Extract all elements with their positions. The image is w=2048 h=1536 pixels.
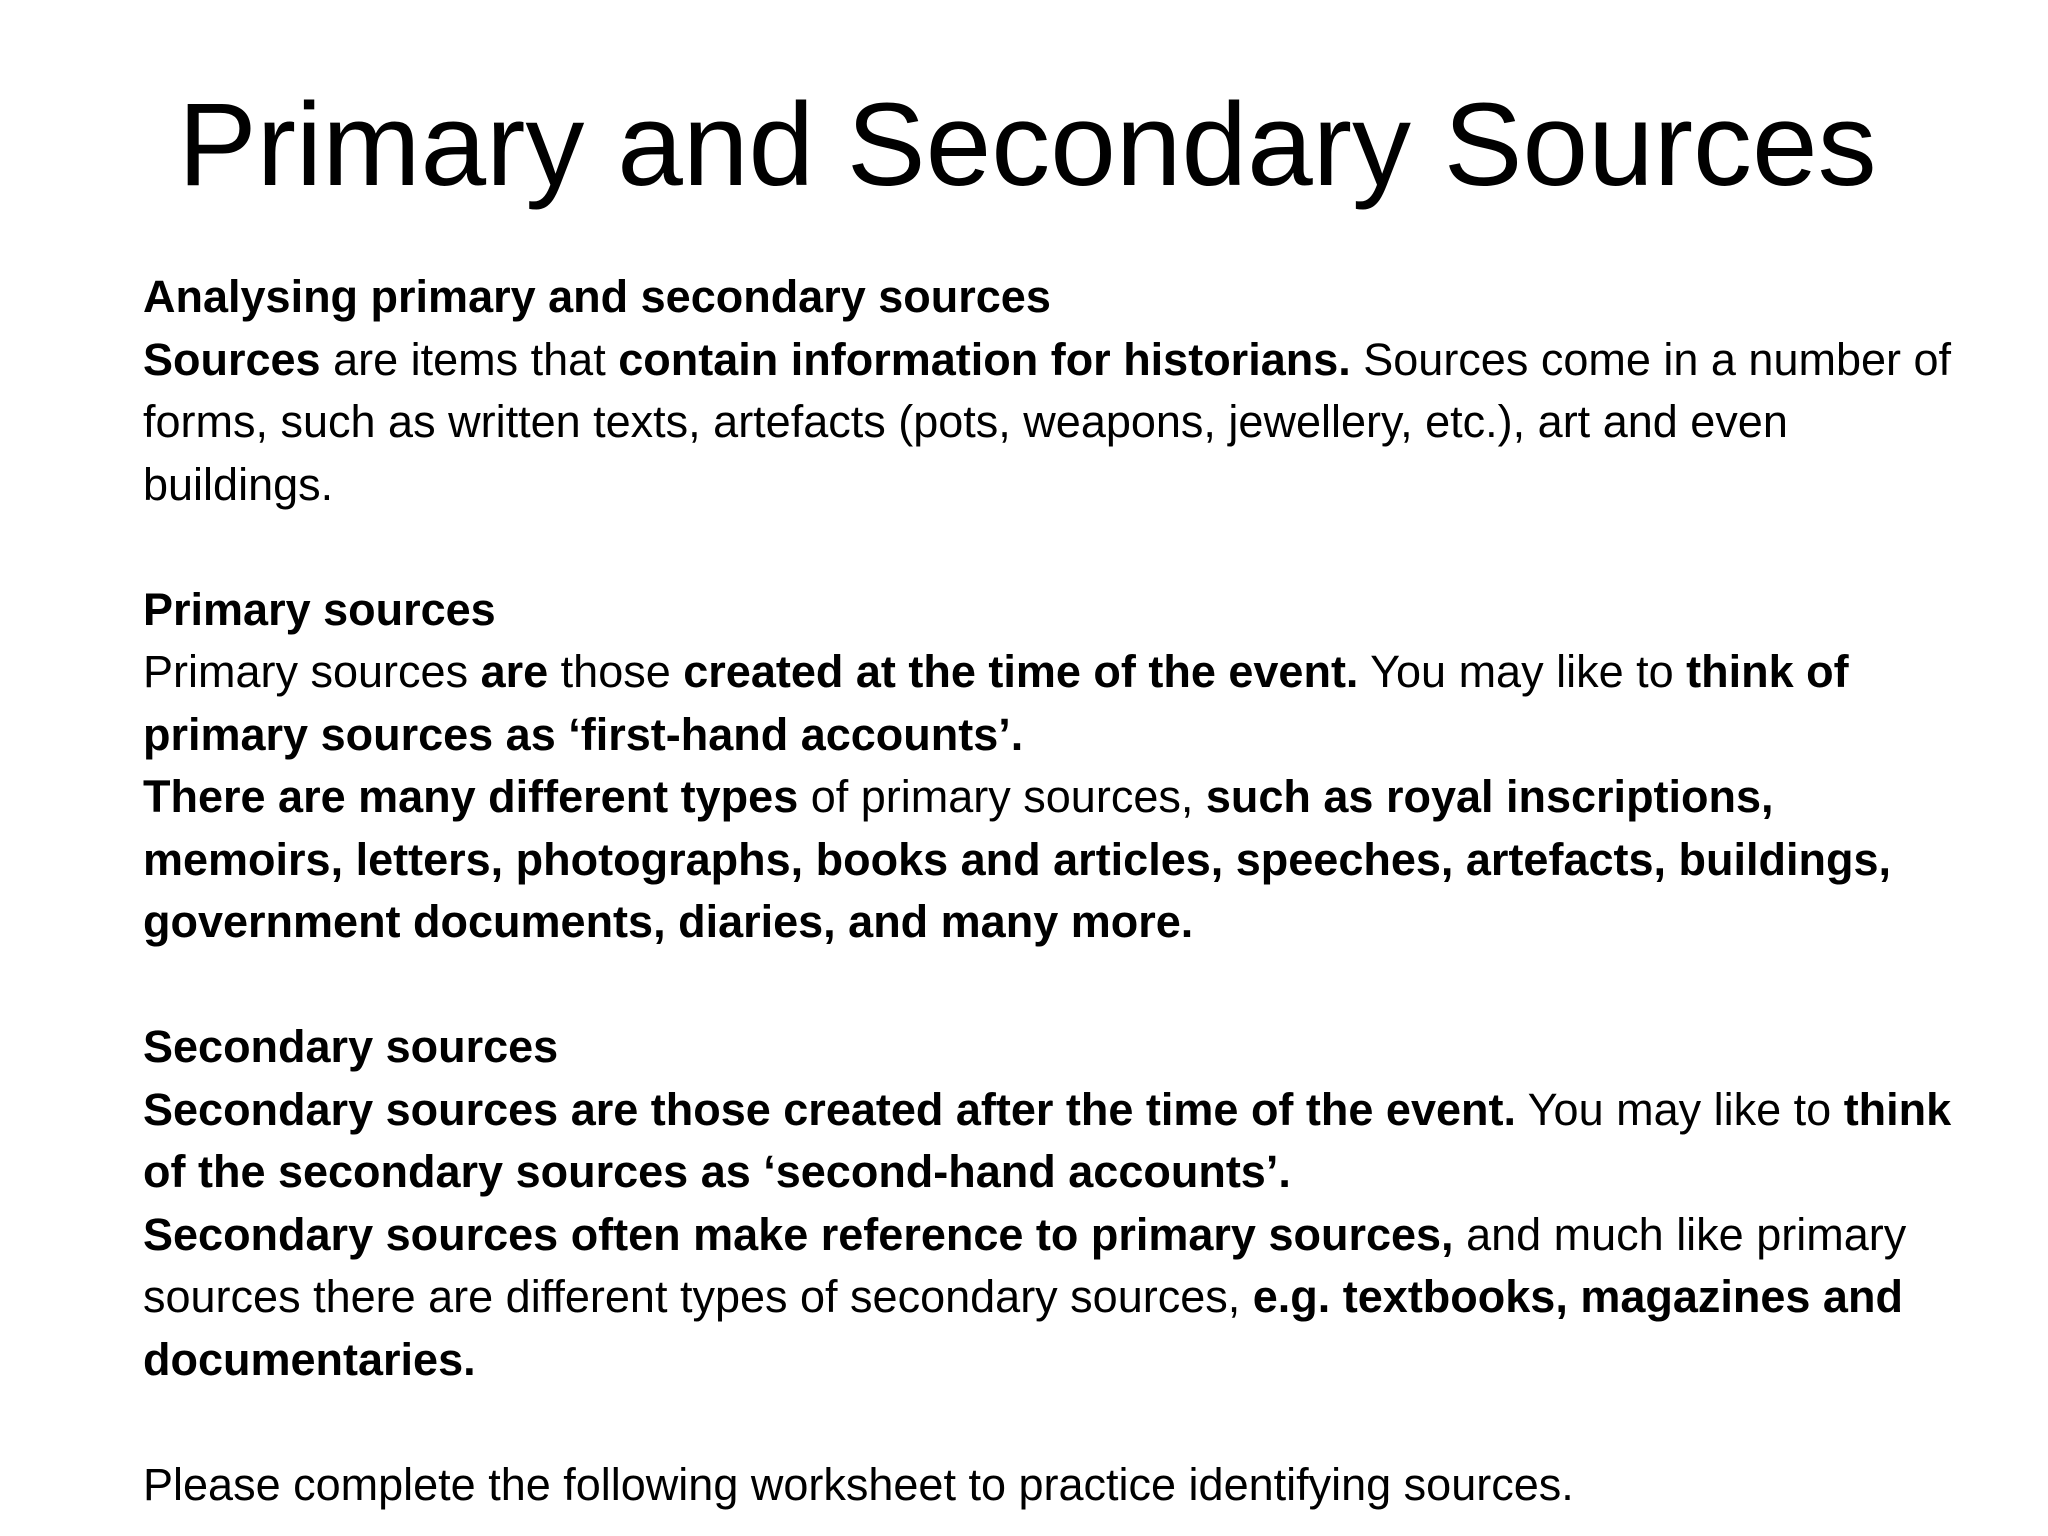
secondary-types-paragraph (143, 1204, 1973, 1392)
secondary-sources-heading: Secondary sources (143, 1021, 559, 1072)
secondary-types-bold: e.g. textbooks, magazines and documentaries. (143, 1271, 1903, 1385)
intro-text: are items that (320, 333, 619, 385)
primary-types-bold: There are many different types (143, 771, 799, 822)
primary-types-text: of primary sources, (798, 771, 1206, 822)
intro-text-bold: contain information for historians. (618, 333, 1351, 385)
secondary-sources-paragraph (143, 1079, 1973, 1204)
closing-instruction: Please complete the following worksheet to practice identifying sources. (143, 1458, 1574, 1510)
primary-text-bold: are (480, 646, 549, 697)
intro-text-bold: Sources (143, 333, 321, 385)
primary-sources-heading: Primary sources (143, 583, 496, 635)
spacer (143, 954, 1973, 1017)
secondary-text-bold: Secondary sources are those created after the time of the event. (143, 1083, 1516, 1135)
primary-text-bold: think of primary sources as ‘first-hand accounts’. (143, 646, 1849, 760)
spacer (143, 1391, 1973, 1454)
secondary-types-bold: Secondary sources often make reference to primary sources, (143, 1208, 1454, 1260)
primary-text: You may like to (1358, 646, 1687, 697)
spacer (143, 516, 1973, 579)
primary-text: those (548, 646, 684, 697)
secondary-types-text: and much like primary sources there are different types of secondary sources, (143, 1208, 1907, 1322)
primary-types-bold: such as royal inscriptions, memoirs, letters, photographs, books and articles, speeches, artefacts, buildings, government documents, diaries, and many more. (143, 771, 1891, 947)
intro-heading: Analysing primary and secondary sources (143, 271, 1051, 322)
primary-text-bold: created at the time of the event. (683, 646, 1359, 697)
intro-text: Sources come in a number of forms, such as written texts, artefacts (pots, weapons, jewellery, etc.), art and even buildings. (143, 333, 1952, 510)
intro-paragraph (143, 329, 1973, 517)
slide-title: Primary and Secondary Sources (178, 79, 1877, 211)
primary-text: Primary sources (143, 646, 481, 697)
primary-types-paragraph (143, 766, 1973, 954)
slide-body (143, 266, 1973, 1516)
primary-sources-paragraph (143, 641, 1973, 766)
secondary-text-bold: think of the secondary sources as ‘second-hand accounts’. (143, 1083, 1952, 1197)
secondary-text: You may like to (1515, 1083, 1844, 1135)
